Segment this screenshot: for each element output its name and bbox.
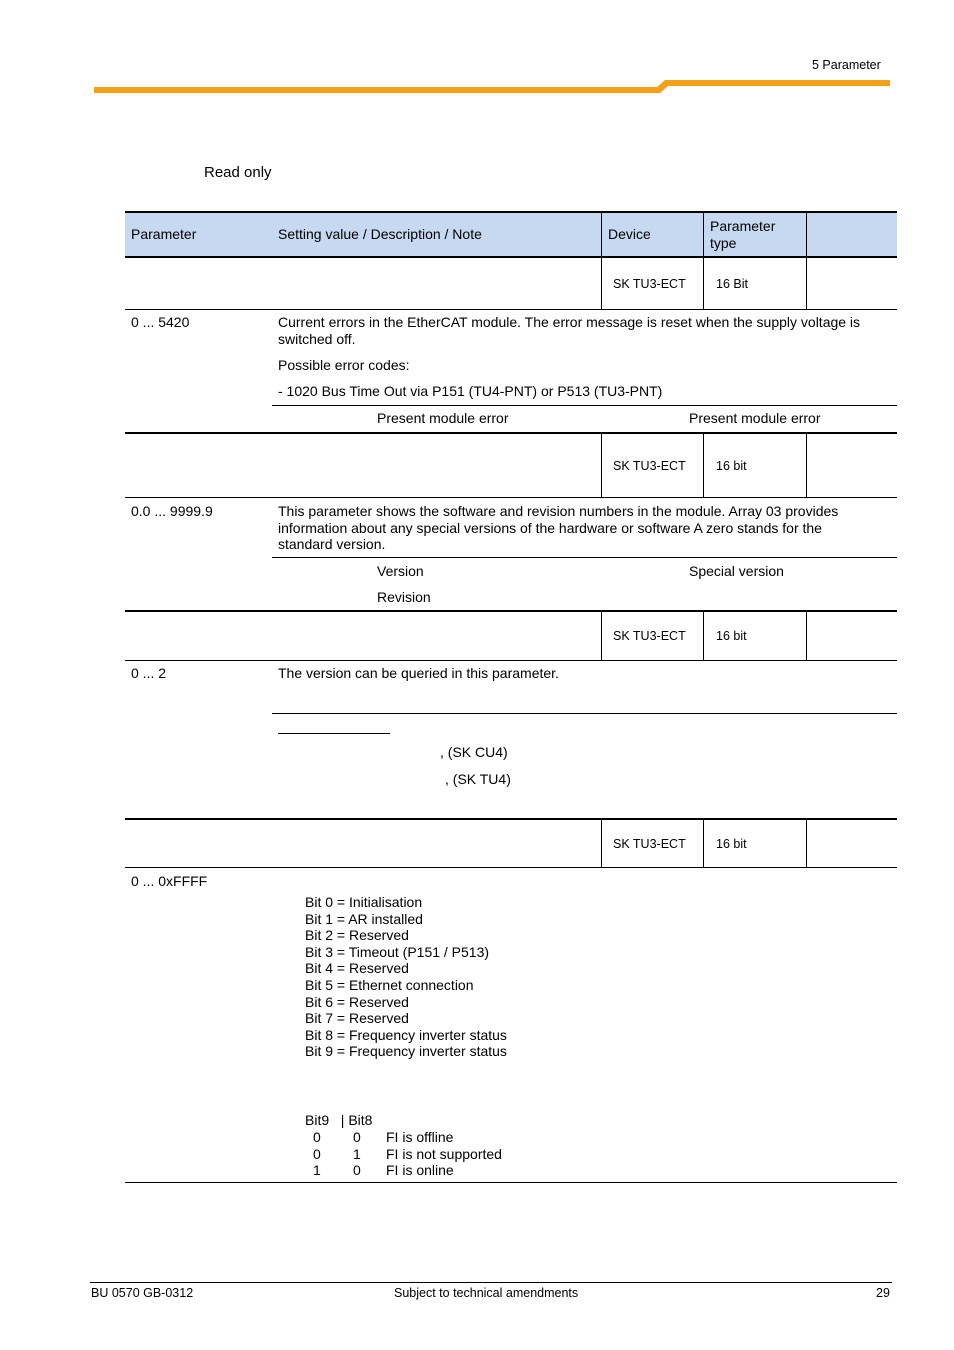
- param-range: 0.0 ... 9999.9: [131, 503, 213, 519]
- col-header-parameter: Parameter: [131, 226, 197, 242]
- fi-b9: 0: [313, 1129, 321, 1145]
- row-rule: [125, 867, 897, 868]
- fi-b8: 1: [353, 1146, 361, 1162]
- param-rule: [125, 818, 897, 820]
- col-divider: [806, 611, 807, 660]
- array-value-right: Present module error: [689, 410, 821, 426]
- read-only-label: Read only: [204, 164, 272, 181]
- param-device: SK TU3-ECT: [613, 277, 686, 291]
- bit-list: [305, 894, 507, 1060]
- footer-note: Subject to technical amendments: [394, 1286, 579, 1300]
- bit-item: Bit 8 = Frequency inverter status: [305, 1026, 507, 1043]
- array-special-version: Special version: [689, 563, 784, 579]
- col-header-param-type: Parameter type: [710, 218, 776, 251]
- col-divider: [703, 257, 704, 309]
- bit-item: Bit 7 = Reserved: [305, 1010, 409, 1027]
- fi-status-header: Bit9 | Bit8: [305, 1112, 373, 1128]
- col-divider: [601, 433, 602, 497]
- fi-b8: 0: [353, 1129, 361, 1145]
- col-divider: [601, 257, 602, 309]
- col-header-device: Device: [608, 226, 651, 242]
- param-description: Current errors in the EtherCAT module. The error message is reset when the supply voltage is switched off.: [278, 314, 861, 347]
- row-rule: [125, 309, 897, 310]
- param-range: 0 ... 5420: [131, 314, 190, 330]
- param-type: 16 bit: [716, 837, 747, 851]
- param-device: SK TU3-ECT: [613, 459, 686, 473]
- bit-item: Bit 5 = Ethernet connection: [305, 976, 474, 993]
- bit-item: Bit 1 = AR installed: [305, 910, 423, 927]
- param-type: 16 bit: [716, 629, 747, 643]
- table-top-rule: [125, 211, 897, 213]
- fi-b9: 0: [313, 1146, 321, 1162]
- param-type: 16 Bit: [716, 277, 748, 291]
- array-version: Version: [377, 563, 424, 579]
- option-tu4: , (SK TU4): [445, 771, 511, 787]
- page-number: 29: [876, 1286, 890, 1300]
- param-description: The version can be queried in this parameter.: [278, 665, 559, 681]
- param-device: SK TU3-ECT: [613, 837, 686, 851]
- col-divider: [806, 212, 807, 257]
- col-divider: [703, 611, 704, 660]
- param-rule: [125, 610, 897, 612]
- col-divider: [703, 819, 704, 867]
- col-divider: [806, 819, 807, 867]
- bit-item: Bit 3 = Timeout (P151 / P513): [305, 943, 490, 960]
- table-bottom-rule: [125, 1182, 897, 1183]
- col-divider: [703, 433, 704, 497]
- fi-status-text: FI is online: [386, 1162, 454, 1178]
- footer-doc-id: BU 0570 GB-0312: [91, 1286, 194, 1300]
- header-accent-bar: [0, 0, 954, 100]
- section-label: 5 Parameter: [812, 58, 881, 72]
- fi-status-text: FI is offline: [386, 1129, 454, 1145]
- array-rule: [272, 713, 897, 714]
- bit-item: Bit 2 = Reserved: [305, 927, 409, 944]
- array-rule: [272, 405, 897, 406]
- fi-b9: 1: [313, 1162, 321, 1178]
- option-cu4: , (SK CU4): [440, 744, 508, 760]
- footer-rule: [90, 1282, 892, 1283]
- col-header-setting: Setting value / Description / Note: [278, 226, 482, 242]
- param-description: This parameter shows the software and revision numbers in the module. Array 03 provides information about any special versions of the hardware or software A zero stands for the standard version.: [278, 503, 839, 553]
- fi-status-text: FI is not supported: [386, 1146, 502, 1162]
- row-rule: [125, 660, 897, 661]
- array-rule: [272, 557, 897, 558]
- fi-b8: 0: [353, 1162, 361, 1178]
- col-divider: [703, 212, 704, 257]
- param-range: 0 ... 2: [131, 665, 167, 681]
- col-divider: [806, 257, 807, 309]
- row-rule: [125, 497, 897, 498]
- possible-codes-label: Possible error codes:: [278, 357, 410, 373]
- underline-heading: [278, 733, 390, 734]
- col-divider: [601, 212, 602, 257]
- param-device: SK TU3-ECT: [613, 629, 686, 643]
- bit-item: Bit 6 = Reserved: [305, 993, 409, 1010]
- param-range: 0 ... 0xFFFF: [131, 873, 208, 889]
- col-divider: [601, 611, 602, 660]
- bit-item: Bit 9 = Frequency inverter status: [305, 1043, 507, 1060]
- bit-item: Bit 4 = Reserved: [305, 960, 409, 977]
- table-header-rule: [125, 256, 897, 258]
- param-type: 16 bit: [716, 459, 747, 473]
- col-divider: [806, 433, 807, 497]
- param-rule: [125, 432, 897, 434]
- col-divider: [601, 819, 602, 867]
- array-revision: Revision: [377, 589, 431, 605]
- error-code-1020: - 1020 Bus Time Out via P151 (TU4-PNT) or P513 (TU3-PNT): [278, 383, 663, 399]
- array-value-left: Present module error: [377, 410, 509, 426]
- bit-item: Bit 0 = Initialisation: [305, 894, 423, 910]
